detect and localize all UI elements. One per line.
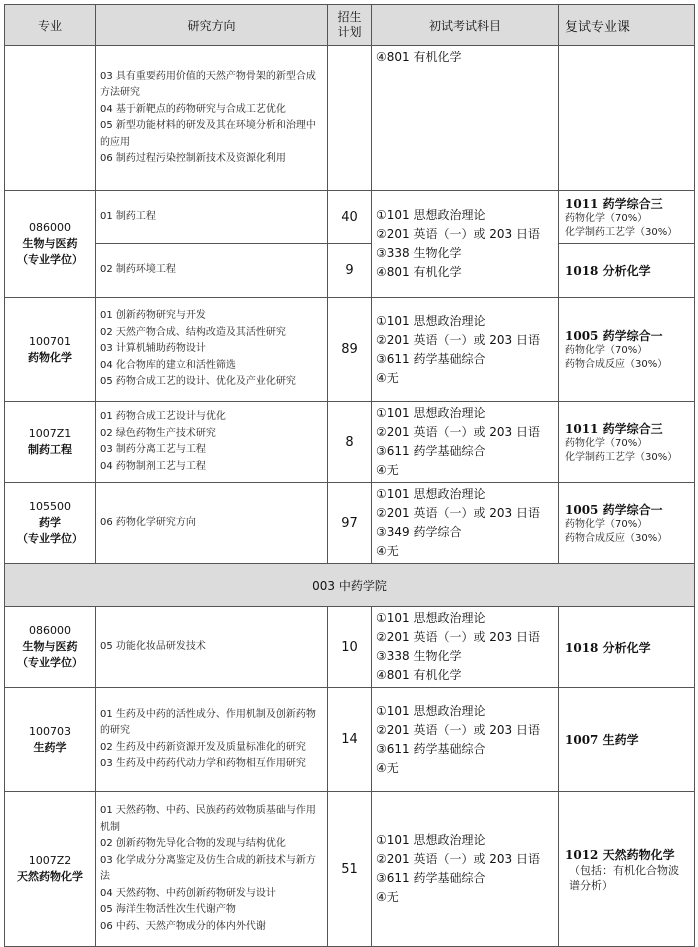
retest-cell bbox=[559, 191, 695, 244]
table-row bbox=[5, 483, 695, 564]
retest-sub: 药物合成反应（30%） bbox=[565, 532, 668, 544]
exam-subject: ②201 英语（一）或 203 日语 bbox=[376, 506, 541, 520]
direction-item: 06 药物化学研究方向 bbox=[100, 516, 196, 528]
direction-cell bbox=[96, 191, 328, 244]
major-cell bbox=[5, 191, 96, 298]
direction-item: 01 制药工程 bbox=[100, 210, 156, 222]
major-code: 100701 bbox=[29, 334, 71, 348]
plan-cell: 97 bbox=[328, 483, 372, 564]
exam-subject: ①101 思想政治理论 bbox=[376, 487, 486, 501]
direction-item: 05 功能化妆品研发技术 bbox=[100, 640, 206, 652]
retest-cell bbox=[559, 607, 695, 688]
retest-cell bbox=[559, 298, 695, 402]
exam-subject: ②201 英语（一）或 203 日语 bbox=[376, 425, 541, 439]
exam-subject: ①101 思想政治理论 bbox=[376, 208, 486, 222]
retest-sub: 药物化学（70%） bbox=[565, 518, 648, 530]
major-code: 100703 bbox=[29, 724, 71, 738]
exam-cell bbox=[372, 46, 559, 191]
major-cell bbox=[5, 298, 96, 402]
major-name: 生物与医药 bbox=[22, 237, 78, 250]
exam-subject: ④801 有机化学 bbox=[376, 668, 462, 682]
direction-item: 04 化合物库的建立和活性筛选 bbox=[100, 359, 236, 371]
retest-cell bbox=[559, 402, 695, 483]
retest-sub: 药物化学（70%） bbox=[565, 437, 648, 449]
major-code: 105500 bbox=[29, 500, 71, 513]
exam-subject: ②201 英语（一）或 203 日语 bbox=[376, 722, 541, 737]
major-code: 1007Z1 bbox=[28, 427, 72, 440]
major-code: 086000 bbox=[29, 624, 71, 637]
direction-item: 06 制药过程污染控制新技术及资源化利用 bbox=[100, 153, 286, 164]
direction-item: 06 中药、天然产物成分的体内外代谢 bbox=[100, 920, 266, 932]
exam-subject: ③338 生物化学 bbox=[376, 246, 462, 260]
section-row bbox=[5, 564, 695, 607]
plan-cell: 40 bbox=[328, 191, 372, 244]
header-exam: 初试考试科目 bbox=[372, 5, 559, 46]
major-name: 生药学 bbox=[33, 740, 67, 754]
exam-subject: ①101 思想政治理论 bbox=[376, 406, 486, 420]
direction-item: 01 天然药物、中药、民族药药效物质基础与作用机制 bbox=[100, 805, 316, 833]
retest-cell bbox=[559, 688, 695, 792]
retest-title: 1011 药学综合三 bbox=[565, 196, 663, 211]
major-note: （专业学位） bbox=[17, 532, 83, 545]
direction-list bbox=[96, 483, 328, 564]
major-cell bbox=[5, 688, 96, 792]
exam-subject: ④801 有机化学 bbox=[376, 50, 462, 64]
header-row bbox=[5, 5, 695, 46]
plan-cell: 14 bbox=[328, 688, 372, 792]
exam-subject: ④无 bbox=[376, 463, 399, 477]
major-name: 生物与医药 bbox=[22, 640, 78, 653]
major-cell bbox=[5, 792, 96, 947]
table-row bbox=[5, 607, 695, 688]
exam-subject: ④无 bbox=[376, 370, 399, 385]
major-code: 086000 bbox=[29, 221, 71, 234]
direction-list bbox=[96, 792, 328, 947]
exam-cell bbox=[372, 402, 559, 483]
direction-cell bbox=[96, 244, 328, 298]
retest-title: 1011 药学综合三 bbox=[565, 421, 663, 436]
retest-title: 1018 分析化学 bbox=[565, 264, 651, 278]
plan-cell: 9 bbox=[328, 244, 372, 298]
direction-item: 02 天然产物合成、结构改造及其活性研究 bbox=[100, 326, 286, 338]
direction-list bbox=[96, 688, 328, 792]
direction-item: 05 海洋生物活性次生代谢产物 bbox=[100, 904, 236, 915]
major-name: 天然药物化学 bbox=[17, 870, 83, 883]
retest-note: （包括：有机化合物波谱分析） bbox=[569, 863, 679, 892]
header-major: 专业 bbox=[5, 5, 96, 46]
exam-cell bbox=[372, 298, 559, 402]
table-row bbox=[5, 298, 695, 402]
direction-item: 04 天然药物、中药创新药物研发与设计 bbox=[100, 887, 276, 899]
exam-subject: ③611 药学基础综合 bbox=[376, 444, 486, 458]
exam-subject: ④801 有机化学 bbox=[376, 265, 462, 279]
exam-subject: ③611 药学基础综合 bbox=[376, 351, 486, 366]
exam-cell bbox=[372, 688, 559, 792]
exam-subject: ②201 英语（一）或 203 日语 bbox=[376, 332, 541, 347]
exam-subject: ③338 生物化学 bbox=[376, 649, 462, 663]
major-cell bbox=[5, 483, 96, 564]
retest-title: 1012 天然药物化学 bbox=[565, 847, 675, 862]
plan-cell: 10 bbox=[328, 607, 372, 688]
direction-item: 02 绿色药物生产技术研究 bbox=[100, 427, 216, 439]
retest-title: 1005 药学综合一 bbox=[565, 502, 663, 517]
retest-cell bbox=[559, 244, 695, 298]
exam-subject: ②201 英语（一）或 203 日语 bbox=[376, 852, 541, 866]
table-row bbox=[5, 46, 695, 191]
exam-subject: ②201 英语（一）或 203 日语 bbox=[376, 227, 541, 241]
admissions-table bbox=[4, 4, 695, 947]
table-row bbox=[5, 402, 695, 483]
retest-title: 1018 分析化学 bbox=[565, 640, 651, 655]
direction-item: 05 药物合成工艺的设计、优化及产业化研究 bbox=[100, 376, 296, 388]
exam-subject: ①101 思想政治理论 bbox=[376, 833, 486, 847]
direction-item: 03 计算机辅助药物设计 bbox=[100, 343, 206, 355]
direction-list bbox=[96, 46, 328, 191]
table-row bbox=[5, 244, 695, 298]
major-cell-empty bbox=[5, 46, 96, 191]
exam-cell bbox=[372, 191, 559, 298]
header-plan: 招生 计划 bbox=[328, 5, 372, 46]
major-name: 药物化学 bbox=[28, 350, 72, 364]
retest-sub: 药物化学（70%） bbox=[565, 345, 648, 356]
exam-subject: ②201 英语（一）或 203 日语 bbox=[376, 630, 541, 644]
direction-item: 03 化学成分分离鉴定及仿生合成的新技术与新方法 bbox=[100, 854, 316, 882]
exam-cell bbox=[372, 792, 559, 947]
direction-item: 03 具有重要药用价值的天然产物骨架的新型合成方法研究 bbox=[100, 70, 316, 98]
retest-sub: 药物化学（70%） bbox=[565, 212, 648, 224]
retest-sub: 药物合成反应（30%） bbox=[565, 359, 668, 370]
direction-list bbox=[96, 607, 328, 688]
exam-cell bbox=[372, 483, 559, 564]
table-row bbox=[5, 688, 695, 792]
direction-item: 04 基于新靶点的药物研究与合成工艺优化 bbox=[100, 103, 286, 115]
retest-cell-empty bbox=[559, 46, 695, 191]
major-name: 药学 bbox=[39, 516, 61, 529]
header-direction: 研究方向 bbox=[96, 5, 328, 46]
retest-title: 1005 药学综合一 bbox=[565, 329, 663, 343]
plan-cell: 89 bbox=[328, 298, 372, 402]
direction-item: 05 新型功能材料的研发及其在环境分析和治理中的应用 bbox=[100, 120, 316, 148]
table-row bbox=[5, 792, 695, 947]
exam-subject: ③349 药学综合 bbox=[376, 525, 462, 539]
plan-cell: 8 bbox=[328, 402, 372, 483]
major-name: 制药工程 bbox=[28, 443, 72, 456]
direction-item: 03 生药及中药药代动力学和药物相互作用研究 bbox=[100, 758, 306, 769]
exam-subject: ④无 bbox=[376, 890, 399, 904]
major-cell bbox=[5, 402, 96, 483]
retest-title: 1007 生药学 bbox=[565, 733, 639, 747]
direction-item: 01 创新药物研究与开发 bbox=[100, 310, 206, 322]
direction-list bbox=[96, 298, 328, 402]
retest-cell bbox=[559, 792, 695, 947]
exam-cell bbox=[372, 607, 559, 688]
direction-item: 03 制药分离工艺与工程 bbox=[100, 444, 206, 455]
header-retest: 复试专业课 bbox=[559, 5, 695, 46]
direction-item: 01 生药及中药的活性成分、作用机制及创新药物的研究 bbox=[100, 708, 316, 736]
major-code: 1007Z2 bbox=[28, 854, 72, 867]
plan-cell: 51 bbox=[328, 792, 372, 947]
major-cell bbox=[5, 607, 96, 688]
direction-list bbox=[96, 402, 328, 483]
direction-item: 02 生药及中药新资源开发及质量标准化的研究 bbox=[100, 741, 306, 753]
exam-subject: ①101 思想政治理论 bbox=[376, 703, 486, 718]
retest-cell bbox=[559, 483, 695, 564]
major-note: （专业学位） bbox=[17, 656, 83, 669]
direction-item: 04 药物制剂工艺与工程 bbox=[100, 460, 206, 472]
retest-sub: 化学制药工艺学（30%） bbox=[565, 451, 678, 463]
retest-sub: 化学制药工艺学（30%） bbox=[565, 226, 678, 238]
direction-item: 02 制药环境工程 bbox=[100, 264, 176, 276]
direction-item: 01 药物合成工艺设计与优化 bbox=[100, 411, 226, 422]
direction-item: 02 创新药物先导化合物的发现与结构优化 bbox=[100, 838, 286, 849]
exam-subject: ④无 bbox=[376, 544, 399, 558]
exam-subject: ④无 bbox=[376, 760, 399, 775]
plan-cell-empty bbox=[328, 46, 372, 191]
exam-subject: ①101 思想政治理论 bbox=[376, 313, 486, 328]
section-title: 003 中药学院 bbox=[5, 564, 695, 607]
exam-subject: ①101 思想政治理论 bbox=[376, 611, 486, 625]
exam-subject: ③611 药学基础综合 bbox=[376, 871, 486, 885]
exam-subject: ③611 药学基础综合 bbox=[376, 741, 486, 756]
major-note: （专业学位） bbox=[17, 253, 83, 266]
table-row bbox=[5, 191, 695, 244]
